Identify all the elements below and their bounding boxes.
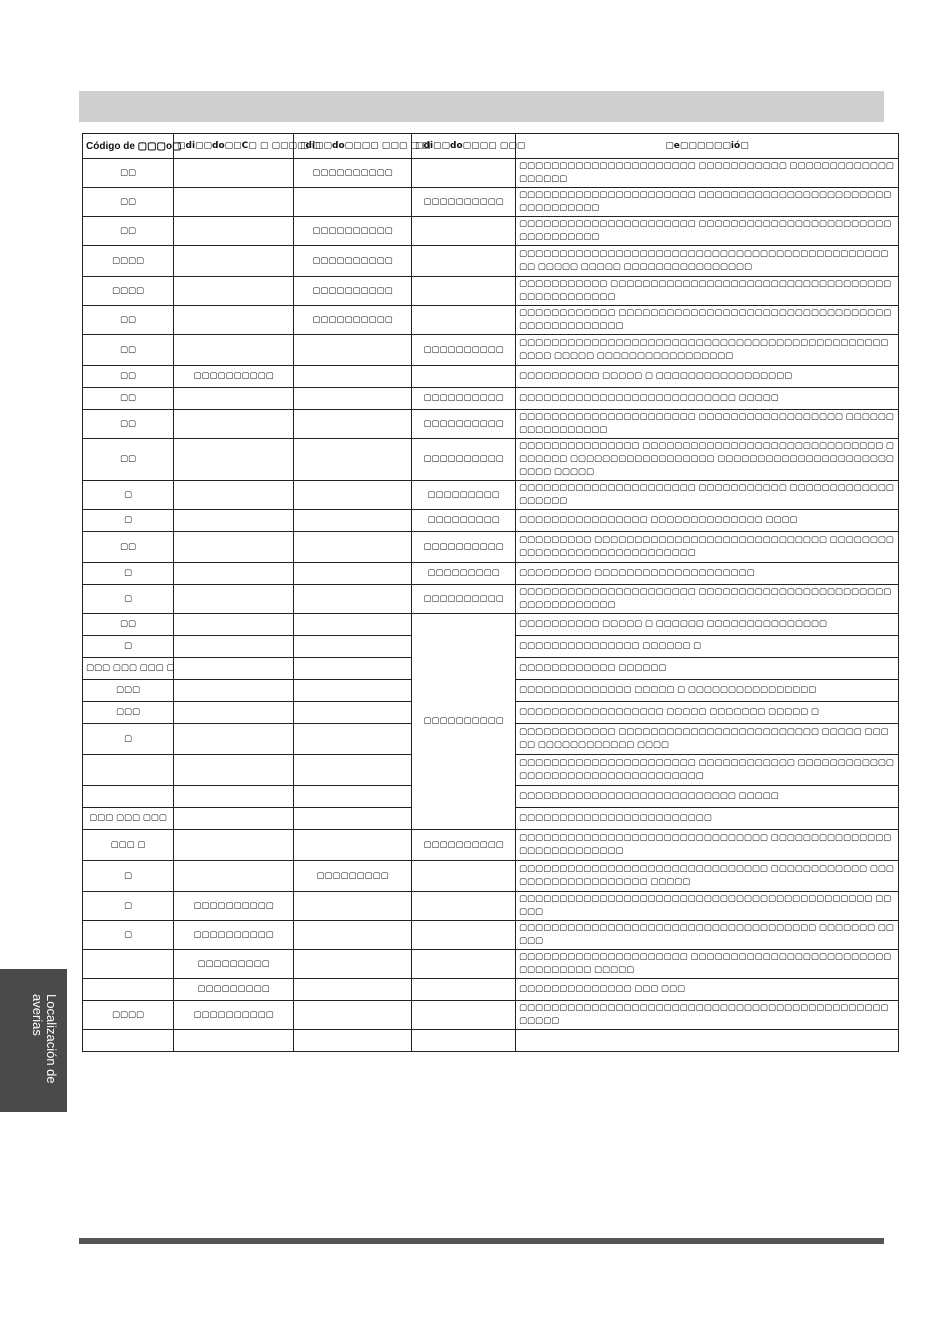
error-code-cell: ▢▢▢ ▢▢▢ ▢▢▢	[83, 808, 174, 830]
table-row	[83, 892, 899, 921]
indicator-cell-3	[412, 1030, 516, 1052]
description-cell	[516, 1030, 899, 1052]
indicator-cell-2	[294, 724, 412, 755]
description-cell: ▢▢▢▢▢▢▢▢▢▢ ▢▢▢▢▢ ▢ ▢▢▢▢▢▢ ▢▢▢▢▢▢▢▢▢▢▢▢▢▢▢	[516, 614, 899, 636]
section-header-bar	[79, 91, 884, 122]
indicator-cell-1	[174, 335, 294, 366]
table-row	[83, 366, 899, 388]
indicator-cell-2	[294, 388, 412, 410]
indicator-cell-1	[174, 510, 294, 532]
indicator-cell-3	[412, 892, 516, 921]
indicator-cell-1	[174, 481, 294, 510]
indicator-cell-1	[174, 277, 294, 306]
description-cell: ▢▢▢▢▢▢▢▢▢▢▢▢▢▢▢▢▢▢▢▢▢▢ ▢▢▢▢▢▢▢▢▢▢▢ ▢▢▢▢▢▢▢▢▢▢▢▢▢▢▢▢▢▢▢	[516, 159, 899, 188]
indicator-cell-3	[412, 921, 516, 950]
description-cell: ▢▢▢▢▢▢▢▢▢▢▢▢▢▢▢▢▢▢▢▢▢▢▢▢▢▢▢ ▢▢▢▢▢	[516, 388, 899, 410]
error-code-cell	[83, 979, 174, 1001]
description-cell: ▢▢▢▢▢▢▢▢▢▢▢ ▢▢▢▢▢▢▢▢▢▢▢▢▢▢▢▢▢▢▢▢▢▢▢▢▢▢▢▢▢▢▢▢▢▢▢▢▢▢▢▢▢▢▢▢▢▢▢	[516, 277, 899, 306]
error-code-cell: ▢▢	[83, 366, 174, 388]
description-cell: ▢▢▢▢▢▢▢▢▢▢ ▢▢▢▢▢ ▢ ▢▢▢▢▢▢▢▢▢▢▢▢▢▢▢▢▢	[516, 366, 899, 388]
error-code-cell: ▢▢▢	[83, 680, 174, 702]
description-cell: ▢▢▢▢▢▢▢▢▢▢▢▢▢▢ ▢▢▢▢▢ ▢ ▢▢▢▢▢▢▢▢▢▢▢▢▢▢▢▢	[516, 680, 899, 702]
indicator-cell-2	[294, 563, 412, 585]
indicator-cell-1	[174, 246, 294, 277]
indicator-cell-3	[412, 950, 516, 979]
error-code-cell: ▢	[83, 563, 174, 585]
indicator-cell-1	[174, 680, 294, 702]
indicator-cell-1: ▢▢▢▢▢▢▢▢▢▢	[174, 366, 294, 388]
table-row	[83, 246, 899, 277]
table-row	[83, 1001, 899, 1030]
table-row	[83, 159, 899, 188]
indicator-cell-2: ▢▢▢▢▢▢▢▢▢▢	[294, 159, 412, 188]
indicator-cell-1: ▢▢▢▢▢▢▢▢▢▢	[174, 1001, 294, 1030]
description-cell: ▢▢▢▢▢▢▢▢▢▢▢▢▢▢▢▢▢▢▢▢▢▢▢▢▢▢▢▢▢▢▢▢▢▢▢▢▢▢▢▢▢▢▢▢▢▢▢▢ ▢▢▢▢▢ ▢▢▢▢▢ ▢▢▢▢▢▢▢▢▢▢▢▢▢▢▢▢	[516, 246, 899, 277]
error-code-cell: ▢▢▢ ▢	[83, 830, 174, 861]
description-cell: ▢▢▢▢▢▢▢▢▢▢▢▢▢▢▢ ▢▢▢▢▢▢ ▢	[516, 636, 899, 658]
indicator-cell-1	[174, 830, 294, 861]
indicator-cell-2	[294, 636, 412, 658]
indicator-cell-3: ▢▢▢▢▢▢▢▢▢	[412, 563, 516, 585]
column-header-indicator-3: ▢di▢▢do▢▢▢▢ ▢▢▢	[412, 134, 516, 159]
description-cell: ▢▢▢▢▢▢▢▢▢▢▢▢▢▢▢▢▢▢▢▢▢ ▢▢▢▢▢▢▢▢▢▢▢▢▢▢▢▢▢▢▢▢▢▢▢▢▢▢▢▢▢▢▢▢▢▢ ▢▢▢▢▢	[516, 950, 899, 979]
indicator-cell-2: ▢▢▢▢▢▢▢▢▢▢	[294, 277, 412, 306]
table-row	[83, 481, 899, 510]
description-cell: ▢▢▢▢▢▢▢▢▢▢▢▢▢▢▢ ▢▢▢▢▢▢▢▢▢▢▢▢▢▢▢▢▢▢▢▢▢▢▢▢▢▢▢▢▢▢ ▢▢▢▢▢▢▢ ▢▢▢▢▢▢▢▢▢▢▢▢▢▢▢▢▢▢ ▢▢▢▢▢▢▢▢▢▢▢▢▢▢▢▢▢▢▢▢▢▢▢▢▢▢ ▢▢▢▢▢	[516, 439, 899, 481]
indicator-cell-2	[294, 979, 412, 1001]
description-cell: ▢▢▢▢▢▢▢▢▢▢▢▢▢▢▢▢▢▢▢▢▢▢▢▢▢▢▢▢▢▢▢ ▢▢▢▢▢▢▢▢▢▢▢▢▢▢▢▢▢▢▢▢▢▢▢▢▢▢▢▢	[516, 830, 899, 861]
indicator-cell-3-merged: ▢▢▢▢▢▢▢▢▢▢	[412, 614, 516, 830]
error-code-cell: ▢▢	[83, 388, 174, 410]
indicator-cell-1: ▢▢▢▢▢▢▢▢▢	[174, 950, 294, 979]
error-code-cell: ▢▢	[83, 614, 174, 636]
indicator-cell-3: ▢▢▢▢▢▢▢▢▢▢	[412, 532, 516, 563]
indicator-cell-3	[412, 306, 516, 335]
indicator-cell-2	[294, 1030, 412, 1052]
error-code-cell: ▢	[83, 892, 174, 921]
indicator-cell-3: ▢▢▢▢▢▢▢▢▢▢	[412, 335, 516, 366]
error-code-cell: ▢▢▢▢	[83, 246, 174, 277]
error-code-cell: ▢▢▢▢	[83, 1001, 174, 1030]
description-cell: ▢▢▢▢▢▢▢▢▢▢▢▢▢▢▢▢▢▢▢▢▢▢▢▢▢▢▢▢▢▢▢▢▢▢▢▢▢▢▢▢▢▢▢▢ ▢▢ ▢▢▢	[516, 892, 899, 921]
indicator-cell-2	[294, 755, 412, 786]
indicator-cell-3: ▢▢▢▢▢▢▢▢▢	[412, 510, 516, 532]
table-row	[83, 388, 899, 410]
indicator-cell-2	[294, 892, 412, 921]
description-cell: ▢▢▢▢▢▢▢▢▢▢▢▢ ▢▢▢▢▢▢▢▢▢▢▢▢▢▢▢▢▢▢▢▢▢▢▢▢▢▢▢▢▢▢▢▢▢▢▢▢▢▢▢▢▢▢▢▢▢▢▢	[516, 306, 899, 335]
indicator-cell-1	[174, 532, 294, 563]
error-code-cell	[83, 950, 174, 979]
indicator-cell-2	[294, 658, 412, 680]
indicator-cell-1	[174, 188, 294, 217]
error-code-cell: ▢	[83, 510, 174, 532]
error-code-cell: ▢▢	[83, 335, 174, 366]
table-body	[83, 159, 899, 1052]
indicator-cell-1	[174, 159, 294, 188]
description-cell: ▢▢▢▢▢▢▢▢▢▢▢▢▢▢▢▢▢▢▢▢▢▢▢▢▢▢▢▢▢▢▢ ▢▢▢▢▢▢▢▢▢▢▢▢ ▢▢▢▢▢▢▢▢▢▢▢▢▢▢▢▢▢▢▢ ▢▢▢▢▢	[516, 861, 899, 892]
table-row	[83, 614, 899, 636]
indicator-cell-2	[294, 532, 412, 563]
indicator-cell-1: ▢▢▢▢▢▢▢▢▢▢	[174, 892, 294, 921]
description-cell: ▢▢▢▢▢▢▢▢▢▢▢▢▢▢▢▢▢▢▢▢▢▢▢▢▢▢▢▢▢▢▢▢▢▢▢▢▢▢▢▢▢▢▢▢▢▢▢▢▢▢ ▢▢▢▢▢ ▢▢▢▢▢▢▢▢▢▢▢▢▢▢▢▢▢	[516, 335, 899, 366]
table-row	[83, 510, 899, 532]
indicator-cell-2	[294, 439, 412, 481]
table-row	[83, 950, 899, 979]
description-cell: ▢▢▢▢▢▢▢▢▢▢▢▢▢▢▢▢▢▢▢▢▢▢▢▢	[516, 808, 899, 830]
table-row	[83, 306, 899, 335]
indicator-cell-1	[174, 808, 294, 830]
indicator-cell-2	[294, 921, 412, 950]
indicator-cell-1	[174, 410, 294, 439]
indicator-cell-2: ▢▢▢▢▢▢▢▢▢▢	[294, 246, 412, 277]
table-row	[83, 410, 899, 439]
indicator-cell-3	[412, 979, 516, 1001]
table-row	[83, 217, 899, 246]
table-row	[83, 335, 899, 366]
error-code-cell: ▢▢▢▢	[83, 277, 174, 306]
indicator-cell-2: ▢▢▢▢▢▢▢▢▢	[294, 861, 412, 892]
indicator-cell-3	[412, 159, 516, 188]
indicator-cell-3: ▢▢▢▢▢▢▢▢▢	[412, 481, 516, 510]
error-code-cell: ▢▢	[83, 439, 174, 481]
indicator-cell-2: ▢▢▢▢▢▢▢▢▢▢	[294, 217, 412, 246]
error-code-cell: ▢▢	[83, 159, 174, 188]
error-code-cell: ▢	[83, 636, 174, 658]
description-cell: ▢▢▢▢▢▢▢▢▢▢▢▢▢▢▢▢▢▢▢▢▢▢▢▢▢▢▢▢▢▢▢▢▢▢▢▢▢▢▢▢▢▢▢▢▢▢▢▢▢▢▢	[516, 1001, 899, 1030]
column-header-indicator-2: ▢di▢▢do▢▢▢▢ ▢▢▢ ▢ ▢	[294, 134, 412, 159]
indicator-cell-1: ▢▢▢▢▢▢▢▢▢	[174, 979, 294, 1001]
table-row	[83, 921, 899, 950]
table-header-row	[83, 134, 899, 159]
indicator-cell-2	[294, 366, 412, 388]
error-code-cell: ▢▢	[83, 410, 174, 439]
indicator-cell-2	[294, 614, 412, 636]
indicator-cell-2	[294, 786, 412, 808]
indicator-cell-3: ▢▢▢▢▢▢▢▢▢▢	[412, 830, 516, 861]
indicator-cell-3	[412, 246, 516, 277]
side-tab-label: Localización de averias	[30, 994, 59, 1084]
indicator-cell-1	[174, 658, 294, 680]
description-cell: ▢▢▢▢▢▢▢▢▢▢▢▢▢▢▢▢▢▢▢▢▢▢ ▢▢▢▢▢▢▢▢▢▢▢▢▢▢▢▢▢▢▢▢▢▢▢▢▢▢▢▢▢▢▢▢▢▢	[516, 217, 899, 246]
indicator-cell-3: ▢▢▢▢▢▢▢▢▢▢	[412, 439, 516, 481]
table-row	[83, 563, 899, 585]
indicator-cell-1	[174, 585, 294, 614]
table-row	[83, 830, 899, 861]
description-cell: ▢▢▢▢▢▢▢▢▢▢▢▢ ▢▢▢▢▢▢▢▢▢▢▢▢▢▢▢▢▢▢▢▢▢▢▢▢▢ ▢▢▢▢▢ ▢▢▢▢▢ ▢▢▢▢▢▢▢▢▢▢▢▢ ▢▢▢▢	[516, 724, 899, 755]
indicator-cell-1	[174, 786, 294, 808]
error-code-cell: ▢▢	[83, 217, 174, 246]
indicator-cell-2	[294, 188, 412, 217]
indicator-cell-3	[412, 217, 516, 246]
error-code-cell	[83, 755, 174, 786]
error-code-table	[82, 133, 899, 1052]
description-cell: ▢▢▢▢▢▢▢▢▢▢▢▢▢▢▢▢▢▢▢▢▢▢▢▢▢▢▢▢▢▢▢▢▢▢▢▢▢ ▢▢▢▢▢▢▢ ▢▢▢▢▢	[516, 921, 899, 950]
error-code-cell: ▢▢	[83, 306, 174, 335]
error-code-cell	[83, 786, 174, 808]
column-header-description: ▢e▢▢▢▢▢▢ió▢	[516, 134, 899, 159]
indicator-cell-3: ▢▢▢▢▢▢▢▢▢▢	[412, 410, 516, 439]
indicator-cell-1	[174, 636, 294, 658]
indicator-cell-1	[174, 702, 294, 724]
error-code-cell: ▢▢	[83, 532, 174, 563]
indicator-cell-1	[174, 388, 294, 410]
indicator-cell-1	[174, 724, 294, 755]
indicator-cell-2	[294, 510, 412, 532]
indicator-cell-2	[294, 410, 412, 439]
indicator-cell-3: ▢▢▢▢▢▢▢▢▢▢	[412, 388, 516, 410]
table-row	[83, 861, 899, 892]
table-row	[83, 532, 899, 563]
description-cell: ▢▢▢▢▢▢▢▢▢▢▢▢▢▢▢▢▢▢ ▢▢▢▢▢ ▢▢▢▢▢▢▢ ▢▢▢▢▢ ▢	[516, 702, 899, 724]
indicator-cell-3: ▢▢▢▢▢▢▢▢▢▢	[412, 585, 516, 614]
error-code-cell	[83, 1030, 174, 1052]
table-row	[83, 979, 899, 1001]
indicator-cell-2	[294, 335, 412, 366]
indicator-cell-2	[294, 702, 412, 724]
indicator-cell-1	[174, 861, 294, 892]
description-cell: ▢▢▢▢▢▢▢▢▢▢▢▢▢▢▢▢▢▢▢▢▢▢ ▢▢▢▢▢▢▢▢▢▢▢▢▢▢▢▢▢▢▢▢▢▢▢▢▢▢▢▢▢▢▢▢▢▢	[516, 188, 899, 217]
indicator-cell-2: ▢▢▢▢▢▢▢▢▢▢	[294, 306, 412, 335]
indicator-cell-1: ▢▢▢▢▢▢▢▢▢▢	[174, 921, 294, 950]
description-cell: ▢▢▢▢▢▢▢▢▢▢▢▢▢▢▢▢▢▢▢▢▢▢ ▢▢▢▢▢▢▢▢▢▢▢ ▢▢▢▢▢▢▢▢▢▢▢▢▢▢▢▢▢▢▢	[516, 481, 899, 510]
indicator-cell-3	[412, 861, 516, 892]
indicator-cell-3	[412, 1001, 516, 1030]
indicator-cell-3: ▢▢▢▢▢▢▢▢▢▢	[412, 188, 516, 217]
indicator-cell-1	[174, 439, 294, 481]
indicator-cell-3	[412, 277, 516, 306]
indicator-cell-3	[412, 366, 516, 388]
table-row	[83, 1030, 899, 1052]
table-row	[83, 188, 899, 217]
indicator-cell-2	[294, 950, 412, 979]
table-row	[83, 277, 899, 306]
description-cell: ▢▢▢▢▢▢▢▢▢▢▢▢ ▢▢▢▢▢▢	[516, 658, 899, 680]
error-code-table-wrapper	[82, 133, 898, 1052]
error-code-cell: ▢	[83, 861, 174, 892]
indicator-cell-1	[174, 306, 294, 335]
indicator-cell-1	[174, 1030, 294, 1052]
description-cell: ▢▢▢▢▢▢▢▢▢▢▢▢▢▢▢▢▢▢▢▢▢▢▢▢▢▢▢ ▢▢▢▢▢	[516, 786, 899, 808]
error-code-cell: ▢	[83, 585, 174, 614]
indicator-cell-1	[174, 614, 294, 636]
error-code-cell: ▢▢▢ ▢▢▢ ▢▢▢ ▢	[83, 658, 174, 680]
footer-bar	[79, 1238, 884, 1244]
indicator-cell-2	[294, 830, 412, 861]
indicator-cell-1	[174, 755, 294, 786]
error-code-cell: ▢	[83, 481, 174, 510]
error-code-cell: ▢	[83, 724, 174, 755]
table-row	[83, 439, 899, 481]
description-cell: ▢▢▢▢▢▢▢▢▢▢▢▢▢▢▢▢ ▢▢▢▢▢▢▢▢▢▢▢▢▢▢ ▢▢▢▢	[516, 510, 899, 532]
indicator-cell-2	[294, 481, 412, 510]
error-code-cell: ▢▢▢	[83, 702, 174, 724]
description-cell: ▢▢▢▢▢▢▢▢▢▢▢▢▢▢▢▢▢▢▢▢▢▢ ▢▢▢▢▢▢▢▢▢▢▢▢ ▢▢▢▢▢▢▢▢▢▢▢▢▢▢▢▢▢▢▢▢▢▢▢▢▢▢▢▢▢▢▢▢▢▢▢	[516, 755, 899, 786]
error-code-cell: ▢	[83, 921, 174, 950]
description-cell: ▢▢▢▢▢▢▢▢▢▢▢▢▢▢ ▢▢▢ ▢▢▢	[516, 979, 899, 1001]
description-cell: ▢▢▢▢▢▢▢▢▢▢▢▢▢▢▢▢▢▢▢▢▢▢ ▢▢▢▢▢▢▢▢▢▢▢▢▢▢▢▢▢▢ ▢▢▢▢▢▢▢▢▢▢▢▢▢▢▢▢▢	[516, 410, 899, 439]
indicator-cell-1	[174, 563, 294, 585]
description-cell: ▢▢▢▢▢▢▢▢▢ ▢▢▢▢▢▢▢▢▢▢▢▢▢▢▢▢▢▢▢▢	[516, 563, 899, 585]
indicator-cell-2	[294, 1001, 412, 1030]
table-row	[83, 585, 899, 614]
description-cell: ▢▢▢▢▢▢▢▢▢▢▢▢▢▢▢▢▢▢▢▢▢▢ ▢▢▢▢▢▢▢▢▢▢▢▢▢▢▢▢▢▢▢▢▢▢▢▢▢▢▢▢▢▢▢▢▢▢▢▢	[516, 585, 899, 614]
indicator-cell-2	[294, 680, 412, 702]
column-header-code: Código de ▢▢▢o▢	[83, 134, 174, 159]
indicator-cell-1	[174, 217, 294, 246]
description-cell: ▢▢▢▢▢▢▢▢▢ ▢▢▢▢▢▢▢▢▢▢▢▢▢▢▢▢▢▢▢▢▢▢▢▢▢▢▢▢▢ ▢▢▢▢▢▢▢▢▢▢▢▢▢▢▢▢▢▢▢▢▢▢▢▢▢▢▢▢▢▢	[516, 532, 899, 563]
column-header-indicator-1: ▢di▢▢do▢▢C▢ ▢ ▢▢▢ ▢ ▢	[174, 134, 294, 159]
indicator-cell-2	[294, 585, 412, 614]
error-code-cell: ▢▢	[83, 188, 174, 217]
indicator-cell-2	[294, 808, 412, 830]
